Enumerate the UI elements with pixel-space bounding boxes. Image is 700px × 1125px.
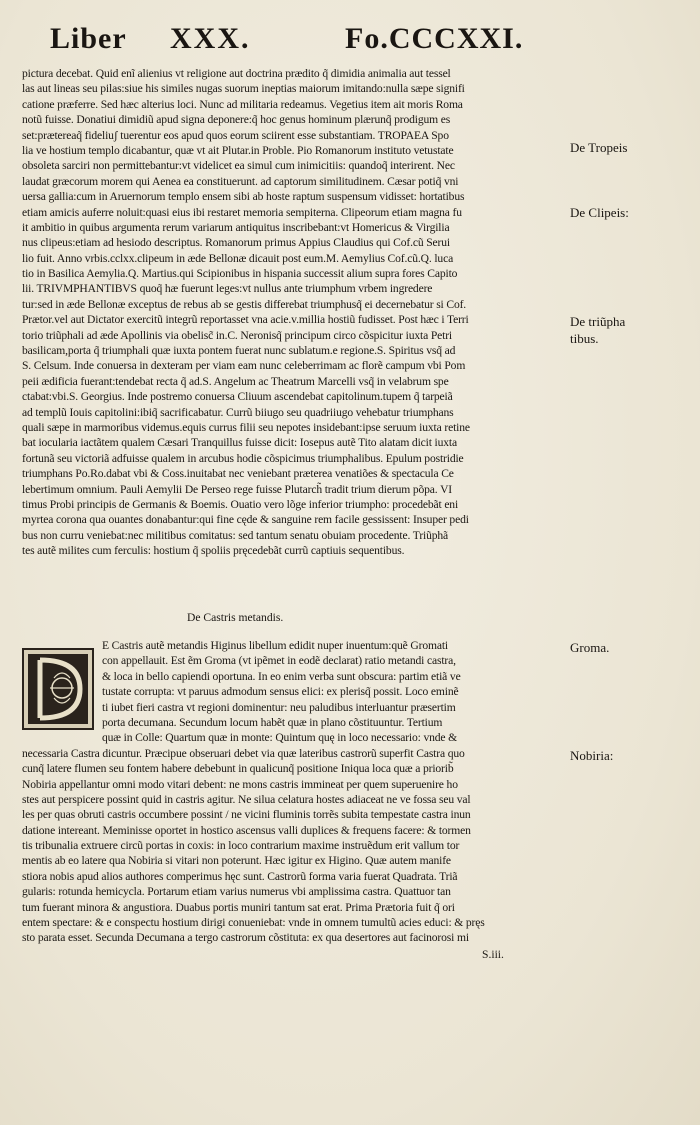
text-line: sto parata esset. Secunda Decumana a tergo castrorum cõstituta: ex qua desertores aut facinorosi mi [22, 931, 469, 945]
text-line: uersa gallia:cum in Aruernorum templo ensem sibi ab hoste raptum suspensum vidisset: hortatibus [22, 190, 465, 204]
text-line: catione præferre. Sed hæc alterius loci. Nunc ad militaria redeamus. Vegetius item ait moris Roma [22, 97, 463, 111]
text-line: stes aut perspicere possint quid in castris agitur. Ne silua celatura hostes adiaceat ne ve fossa seu val [22, 792, 471, 806]
text-line: bus non curru veniebat:nec militibus comitatus: sed tantum senatu obuiam procedente. Triũphã [22, 528, 449, 542]
text-line: mentis ab eo latere qua Nobiria si vitari non poterunt. Hæc igitur ex Higino. Quæ autem manife [22, 854, 451, 868]
liber-label: Liber [50, 22, 127, 55]
text-line: lio fuit. Anno vrbis.cclxx.clipeum in æde Bellonæ dicauit post eum.M. Aemylius Cof.cũ.Q. luca [22, 251, 454, 265]
text-line: triumphans Po.Ro.dabat vbi & Coss.inuitabat nec veniebant præterea venatiões & spectacula Ce [22, 467, 454, 481]
text-line: lia ve hostium templo dicabantur, quæ vt ait Plutar.in Proble. Pio Romanorum instituto vetustate [22, 143, 454, 157]
text-line: E Castris autẽ metandis Higinus libellum edidit nuper inuentum:quẽ Gromati [102, 639, 448, 652]
text-line: it ambitio in quibus argumenta rerum variarum antiquitus inscribebant:vt Homericus & Virgilia [22, 220, 450, 234]
text-line: S. Celsum. Inde conuersa in dexteram per viam eam nunc celeberrimam ac florẽ campum vbi Pom [22, 359, 466, 373]
text-line: etiam amicis auferre noluit:quasi eius ibi restaret memoria sempiterna. Clipeorum etiam magna fu [22, 205, 462, 219]
text-line: las aut lineas seu pilas:siue his similes nugas suorum ineptias maiorum imitando:nulla sæpe signifi [22, 82, 465, 96]
text-line: ctabat:vbi.S. Georgius. Inde postremo conuersa Cliuum ascendebat capitolinum.tupem q̃ tarpeiã [22, 390, 453, 404]
text-line: ad templũ Iouis capitolini:ibiq̃ sacrificabatur. Currũ biiugo seu quadriiugo vehebatur triumphans [22, 405, 454, 419]
text-line: basilicam,porta q̃ triumphali quæ iuxta pontem fuerat nunc sublatum.e regione.S. Spiritus vsq̃ ad [22, 344, 456, 358]
text-line: set:prætereaq̃ fideliuʃ tuerentur eos apud quos eorum sciirent esse substantiam. TROPAEA Spo [22, 128, 449, 142]
text-line: tum fuerant minora & angustiora. Duabus portis muniri tantum sat erat. Prima Prætoria fuit q̃ ori [22, 900, 455, 914]
text-line: Prætor.vel aut Dictator exercitũ integrũ reportasset vna acie.v.millia hostiũ fudisset. Post hæc i Terri [22, 313, 469, 327]
main-text-block [22, 66, 562, 559]
margin-note-triumphatibus-2: tibus. [570, 331, 599, 346]
margin-note-triumphatibus-1: De triũpha [570, 314, 626, 329]
text-line: quali sæpe in marmoribus videmus.equis currus filii seu nepotes insidebant:ipse seruum iuxta retine [22, 420, 470, 434]
section-subheading: De Castris metandis. [187, 611, 284, 624]
text-line: porta decumana. Secundum locum habẽt quæ in plano cõstituuntur. Tertium [102, 715, 443, 729]
margin-note-groma: Groma. [570, 640, 610, 655]
text-line: notũ fuisse. Donatiui dimidiũ apud signa deponere:q̃ hoc genus hominum plærunq̃ prodigum es [22, 113, 451, 127]
text-line: nus clipeus:etiam ad hesiodo descriptus. Romanorum primus Appius Claudius qui Cof.cũ Serui [22, 236, 450, 250]
text-line: & loca in bello capiendi oportuna. In eo enim verba sunt obscura: partim etiã ve [102, 669, 461, 683]
margin-note-nobiria: Nobiria: [570, 748, 614, 763]
text-line: stiora nobis apud alios authores comperimus hęc sunt. Castrorũ forma varia fuerat Quadrata. Triã [22, 869, 458, 883]
margin-note-clipeis: De Clipeis: [570, 205, 629, 220]
text-line: tur:sed in æde Bellonæ exceptus de rebus ab se gestis differebat triumphusq̃ ei decernebatur si Cof. [22, 297, 467, 311]
text-line: lii. TRIVMPHANTIBVS quoq̃ hæ fuerunt leges:vt nullus ante triumphum vrbem ingredere [22, 282, 433, 296]
text-line: Nobiria appellantur omni modo vitari debent: ne mons castris immineat per quem superuenire ho [22, 777, 458, 791]
running-header [40, 22, 570, 62]
text-line: tio in Basilica Aemylia.Q. Martius.qui Scipionibus in hispania successit alium supra fores Capito [22, 267, 458, 281]
text-line: lebertimum omnium. Pauli Aemylii De Perseo rege fuisse Plutarch̃ tradit trium dierum põpa. VI [22, 482, 453, 496]
text-line: obsoleta sarciri non permittebantur:vt videlicet ea simul cum inimicitiis: quandoq̃ interirent. Nec [22, 159, 455, 173]
text-line: fortunã seu victoriã adfuisse qualem in arcubus hodie cõspicimus triumphalibus. Epulum postridie [22, 451, 464, 465]
catchword: S.iii. [482, 948, 504, 961]
text-line: quæ in Colle: Quartum quæ in monte: Quintum quę in loco necessario: vnde & [102, 731, 458, 745]
text-line: entem spectare: & e conspectu hostium dirigi conueniebat: vnde in omnem tumultũ acies educi: & pręs [22, 916, 485, 930]
text-line: con appellauit. Est ẽm Groma (vt ipẽmet in eodẽ declarat) ratio metandi castra, [102, 654, 456, 668]
text-line: tes autẽ milites cum ferculis: hostium q̃ spoliis pręcedebãt currũ captiuis sequentibus. [22, 544, 405, 558]
text-line: pictura decebat. Quid enĩ alienius vt religione aut doctrina prædito q̃ dimidia animalia aut tessel [22, 67, 451, 80]
text-line: torio triũphali ad æde Apollinis via obelisc̃ in.C. Neronisq̃ principum circo cõspicitur iuxta Petri [22, 328, 452, 342]
text-line: tustate corrupta: vt paruus admodum sensus elici: ex plerisq̃ possit. Loco eminẽ [102, 685, 459, 699]
text-line: les per quas obruti castris occumbere possint / ne vicini fluminis torrẽs subita tempestate castra inun [22, 808, 471, 822]
text-line: myrtea corona qua ouantes donabantur:qui fine cęde & sanguine rem facile gessissent: Insuper pedi [22, 513, 469, 527]
text-line: peii ædificia fuerant:tendebat recta q̃ ad.S. Angelum ac Theatrum Marcelli vsq̃ in velabrum spe [22, 374, 449, 388]
text-line: timus Probi principis de Germanis & Boemis. Ouatio vero lõge inferior triumpho: procedebãt eni [22, 497, 459, 511]
margin-note-tropeis: De Tropeis [570, 140, 628, 155]
text-line: datione intereant. Meminisse oportet in hostico ascensus valli duplices & frequens facere: & tormen [22, 823, 471, 837]
text-line: laudat græcorum morem qui Aenea ea constituerunt. ad captorum similitudinem. Cæsar potiq̃ vni [22, 174, 459, 188]
castris-text-block [22, 638, 562, 946]
text-line: ti iubet fieri castra vt regioni dominentur: neu paludibus interluantur præsertim [102, 700, 456, 714]
liber-number: XXX. [170, 22, 251, 55]
text-line: cunq̃ latere flumen seu fontem habere debebunt in qualicunq̃ positione Iniqua loca quæ a priorib̃ [22, 762, 454, 776]
text-line: necessaria Castra dicuntur. Præcipue obseruari debet via quæ lateribus castrorũ superfit Castra quo [22, 746, 465, 760]
text-line: bat iocularia iactãtem qualem Cæsari Tranquillus fuisse dicit: Iosepus autẽ Tito alatam dicit iuxta [22, 436, 457, 450]
folio-number: Fo.CCCXXI. [345, 22, 524, 55]
text-line: gularis: rotunda hemicycla. Portarum etiam varius numerus vbi amplissima castra. Quattuor tan [22, 885, 451, 899]
text-line: tis tribunalia extruere circũ portas in coxis: in loco contrarium maxime instruẽdum erit vallum tor [22, 839, 460, 853]
